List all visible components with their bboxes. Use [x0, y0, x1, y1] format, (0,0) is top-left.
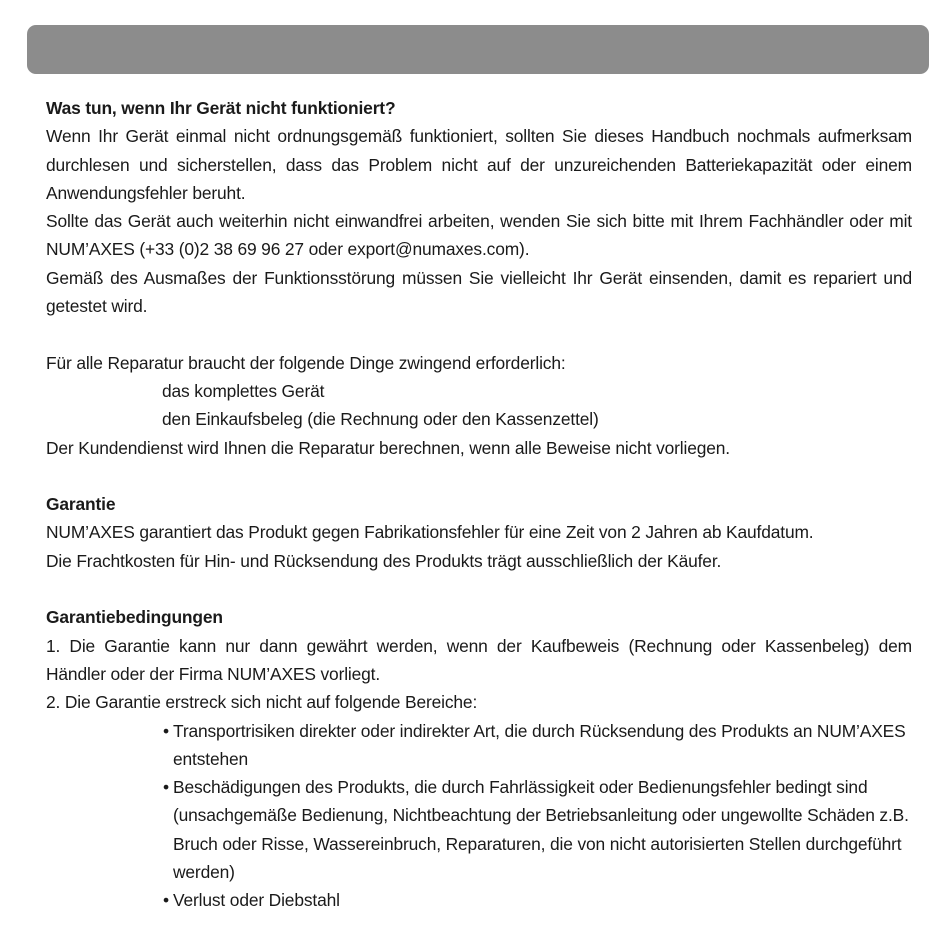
exclusion-item-transport: [46, 717, 912, 774]
bullet-icon: •: [163, 890, 169, 911]
document-body: [46, 94, 912, 915]
conditions-heading: Garantiebedingungen: [46, 607, 223, 628]
spacer: [46, 320, 912, 348]
spacer: [46, 575, 912, 603]
warranty-line-1: NUM’AXES garantiert das Produkt gegen Fabrikationsfehler für eine Zeit von 2 Jahren ab Kaufdatum.: [46, 522, 814, 543]
repair-item-device: das komplettes Gerät: [162, 380, 325, 401]
bullet-icon: •: [163, 777, 169, 798]
exclusion-text: Verlust oder Diebstahl: [173, 890, 340, 911]
malfunction-heading: Was tun, wenn Ihr Gerät nicht funktioniert?: [46, 98, 396, 118]
exclusion-text: Beschädigungen des Produkts, die durch Fahrlässigkeit oder Bedienungsfehler bedingt sind (unsachgemäße Bedienung, Nichtbeachtung der Betriebsanleitung oder ungewollte Schäden z.B. Bruch oder Risse, Wassereinbruch, Reparaturen, die von nicht autorisierten Stellen durchgeführt werden): [173, 777, 909, 883]
condition-2: 2. Die Garantie erstreck sich nicht auf folgende Bereiche:: [46, 692, 478, 713]
condition-1: 1. Die Garantie kann nur dann gewährt werden, wenn der Kaufbeweis (Rechnung oder Kassenbeleg) dem Händler oder der Firma NUM’AXES vorliegt.: [46, 635, 912, 684]
malfunction-paragraph-3: Gemäß des Ausmaßes der Funktionsstörung müssen Sie vielleicht Ihr Gerät einsenden, damit es repariert und getestet wird.: [46, 267, 912, 317]
bullet-icon: •: [163, 720, 169, 741]
repair-item-receipt: den Einkaufsbeleg (die Rechnung oder den Kassenzettel): [162, 409, 599, 430]
malfunction-paragraph-1: Wenn Ihr Gerät einmal nicht ordnungsgemäß funktioniert, sollten Sie dieses Handbuch nochmals aufmerksam durchlesen und sicherstellen, dass das Problem nicht auf der unzureichenden Batteriekapazität oder einem Anwendungsfehler beruht.: [46, 126, 912, 203]
exclusion-item-damage: [46, 773, 912, 886]
exclusion-text: Transportrisiken direkter oder indirekter Art, die durch Rücksendung des Produkts an NUM’AXES entstehen: [173, 720, 906, 769]
malfunction-paragraph-2: Sollte das Gerät auch weiterhin nicht einwandfrei arbeiten, wenden Sie sich bitte mit Ihrem Fachhändler oder mit NUM’AXES (+33 (0)2 38 69 96 27 oder export@numaxes.com).: [46, 211, 912, 260]
repair-note: Der Kundendienst wird Ihnen die Reparatur berechnen, wenn alle Beweise nicht vorliegen.: [46, 437, 730, 458]
warranty-line-2: Die Frachtkosten für Hin- und Rücksendung des Produkts trägt ausschließlich der Käufer.: [46, 550, 722, 571]
spacer: [46, 462, 912, 490]
exclusion-item-loss: [46, 886, 912, 914]
repair-intro: Für alle Reparatur braucht der folgende Dinge zwingend erforderlich:: [46, 352, 566, 373]
warranty-heading: Garantie: [46, 494, 116, 515]
header-bar: [27, 25, 929, 74]
